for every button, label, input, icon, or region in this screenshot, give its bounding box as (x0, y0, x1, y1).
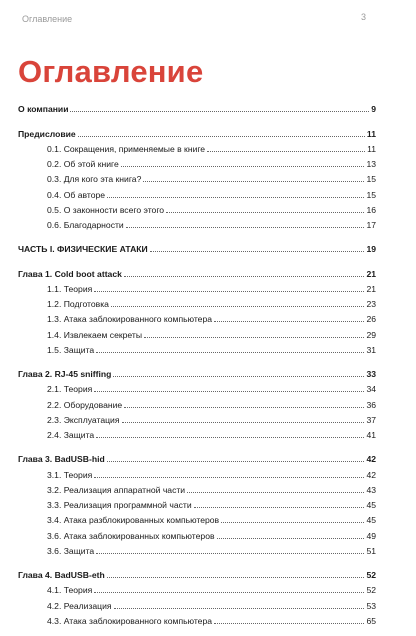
dot-leader (144, 337, 364, 338)
dot-leader (96, 437, 364, 438)
toc-entry-page: 9 (371, 104, 376, 115)
toc-subsection-entry (18, 170, 376, 185)
dot-leader (107, 197, 364, 198)
toc-subsection-entry (18, 216, 376, 231)
toc-entry-page: 13 (366, 159, 376, 169)
toc-entry-label: 4.2. Реализация (47, 600, 112, 611)
toc-entry-page: 53 (366, 600, 376, 611)
toc-subsection-entry (18, 596, 376, 611)
toc-entry-label: 3.1. Теория (47, 469, 93, 480)
table-of-contents (18, 100, 376, 627)
toc-subsection-entry (18, 511, 376, 526)
toc-entry-page: 29 (366, 329, 376, 340)
toc-entry-page: 45 (366, 500, 376, 510)
toc-entry-label: 1.2. Подготовка (47, 299, 109, 309)
toc-entry-label: 0.6. Благодарности (47, 220, 124, 230)
toc-entry-page: 17 (366, 220, 376, 230)
dot-leader (113, 376, 364, 377)
toc-entry-page: 51 (366, 545, 376, 556)
toc-entry-label: 2.2. Оборудование (47, 399, 123, 410)
toc-subsection-entry (18, 542, 376, 557)
toc-entry-label: 2.1. Теория (47, 384, 93, 395)
toc-entry-page: 34 (366, 384, 376, 395)
dot-leader (122, 422, 365, 423)
toc-entry-label: Глава 1. Cold boot attack (18, 268, 122, 279)
dot-leader (94, 291, 364, 292)
dot-leader (70, 111, 369, 112)
toc-entry-label: 1.4. Извлекаем секреты (47, 329, 143, 340)
dot-leader (96, 553, 364, 554)
toc-entry-page: 11 (366, 128, 376, 139)
toc-entry-label: 0.4. Об авторе (47, 189, 106, 200)
toc-entry-page: 52 (366, 570, 376, 580)
toc-subsection-entry (18, 325, 376, 340)
dot-leader (214, 321, 364, 322)
toc-section-entry (18, 124, 376, 139)
toc-entry-label: 4.3. Атака заблокированного компьютера (47, 615, 213, 626)
toc-entry-page: 36 (366, 399, 376, 410)
dot-leader (217, 538, 365, 539)
toc-section-entry (18, 100, 376, 115)
toc-entry-page: 37 (366, 414, 376, 425)
toc-entry-page: 41 (366, 430, 376, 440)
toc-entry-label: Глава 4. BadUSB-eth (18, 570, 105, 580)
toc-entry-label: 3.3. Реализация программной части (47, 500, 192, 510)
toc-subsection-entry (18, 341, 376, 356)
toc-section-entry (18, 365, 376, 380)
toc-subsection-entry (18, 201, 376, 216)
dot-leader (124, 276, 365, 277)
toc-subsection-entry (18, 140, 376, 155)
toc-entry-label: 2.3. Эксплуатация (47, 414, 120, 425)
toc-entry-label: 0.1. Сокращения, применяемые в книге (47, 143, 206, 154)
toc-entry-page: 65 (366, 615, 376, 626)
dot-leader (114, 608, 365, 609)
toc-subsection-entry (18, 395, 376, 410)
toc-subsection-entry (18, 496, 376, 511)
toc-entry-label: 0.3. Для кого эта книга? (47, 174, 142, 185)
toc-subsection-entry (18, 310, 376, 325)
dot-leader (94, 477, 364, 478)
toc-subsection-entry (18, 526, 376, 541)
toc-subsection-entry (18, 155, 376, 170)
dot-leader (94, 391, 364, 392)
dot-leader (214, 623, 364, 624)
dot-leader (78, 136, 365, 137)
toc-entry-page: 16 (366, 204, 376, 215)
dot-leader (94, 592, 364, 593)
toc-entry-page: 26 (366, 314, 376, 325)
dot-leader (107, 577, 365, 578)
toc-entry-label: ЧАСТЬ I. ФИЗИЧЕСКИЕ АТАКИ (18, 244, 148, 255)
dot-leader (121, 166, 365, 167)
dot-leader (96, 352, 364, 353)
dot-leader (107, 461, 365, 462)
toc-entry-label: 3.6. Атака заблокированных компьютеров (47, 530, 215, 541)
toc-subsection-entry (18, 612, 376, 627)
toc-section-entry (18, 240, 376, 255)
toc-entry-label: 4.1. Теория (47, 585, 93, 596)
dot-leader (166, 212, 364, 213)
toc-entry-page: 21 (366, 268, 376, 279)
page-number: 3 (360, 12, 366, 22)
toc-entry-page: 19 (366, 244, 376, 255)
toc-entry-page: 21 (366, 283, 376, 294)
toc-subsection-entry (18, 380, 376, 395)
toc-subsection-entry (18, 581, 376, 596)
toc-subsection-entry (18, 295, 376, 310)
toc-entry-page: 42 (366, 454, 376, 465)
toc-entry-label: Глава 3. BadUSB-hid (18, 454, 105, 465)
toc-entry-label: 0.2. Об этой книге (47, 159, 119, 169)
toc-entry-label: 1.3. Атака заблокированного компьютера (47, 314, 213, 325)
toc-entry-page: 52 (366, 585, 376, 596)
dot-leader (221, 522, 364, 523)
toc-subsection-entry (18, 185, 376, 200)
toc-entry-label: 3.4. Атака разблокированных компьютеров (47, 515, 220, 526)
toc-subsection-entry (18, 426, 376, 441)
toc-entry-page: 15 (366, 189, 376, 200)
toc-entry-page: 43 (366, 484, 376, 495)
dot-leader (194, 507, 365, 508)
toc-subsection-entry (18, 411, 376, 426)
toc-subsection-entry (18, 280, 376, 295)
toc-entry-label: 3.2. Реализация аппаратной части (47, 484, 186, 495)
dot-leader (143, 181, 364, 182)
toc-entry-label: 1.5. Защита (47, 344, 95, 355)
dot-leader (150, 251, 365, 252)
toc-entry-page: 42 (366, 469, 376, 480)
toc-entry-label: 1.1. Теория (47, 283, 93, 294)
running-header: Оглавление (22, 14, 73, 24)
page-title: Оглавление (18, 54, 204, 89)
dot-leader (111, 306, 364, 307)
toc-entry-page: 45 (366, 515, 376, 526)
toc-entry-page: 49 (366, 530, 376, 541)
toc-entry-page: 11 (367, 143, 376, 154)
toc-entry-page: 15 (366, 174, 376, 185)
toc-subsection-entry (18, 481, 376, 496)
toc-entry-label: 3.6. Защита (47, 545, 95, 556)
toc-entry-label: 0.5. О законности всего этого (47, 204, 165, 215)
toc-entry-label: Глава 2. RJ-45 sniffing (18, 369, 112, 379)
dot-leader (187, 492, 364, 493)
toc-subsection-entry (18, 465, 376, 480)
toc-section-entry (18, 264, 376, 279)
dot-leader (207, 151, 365, 152)
toc-section-entry (18, 566, 376, 581)
toc-entry-page: 23 (366, 299, 376, 309)
toc-section-entry (18, 450, 376, 465)
toc-entry-page: 31 (366, 344, 376, 355)
dot-leader (126, 227, 365, 228)
toc-entry-label: О компании (18, 104, 69, 115)
toc-entry-label: Предисловие (18, 128, 76, 139)
toc-entry-page: 33 (366, 369, 376, 379)
dot-leader (124, 407, 364, 408)
toc-entry-label: 2.4. Защита (47, 430, 95, 440)
